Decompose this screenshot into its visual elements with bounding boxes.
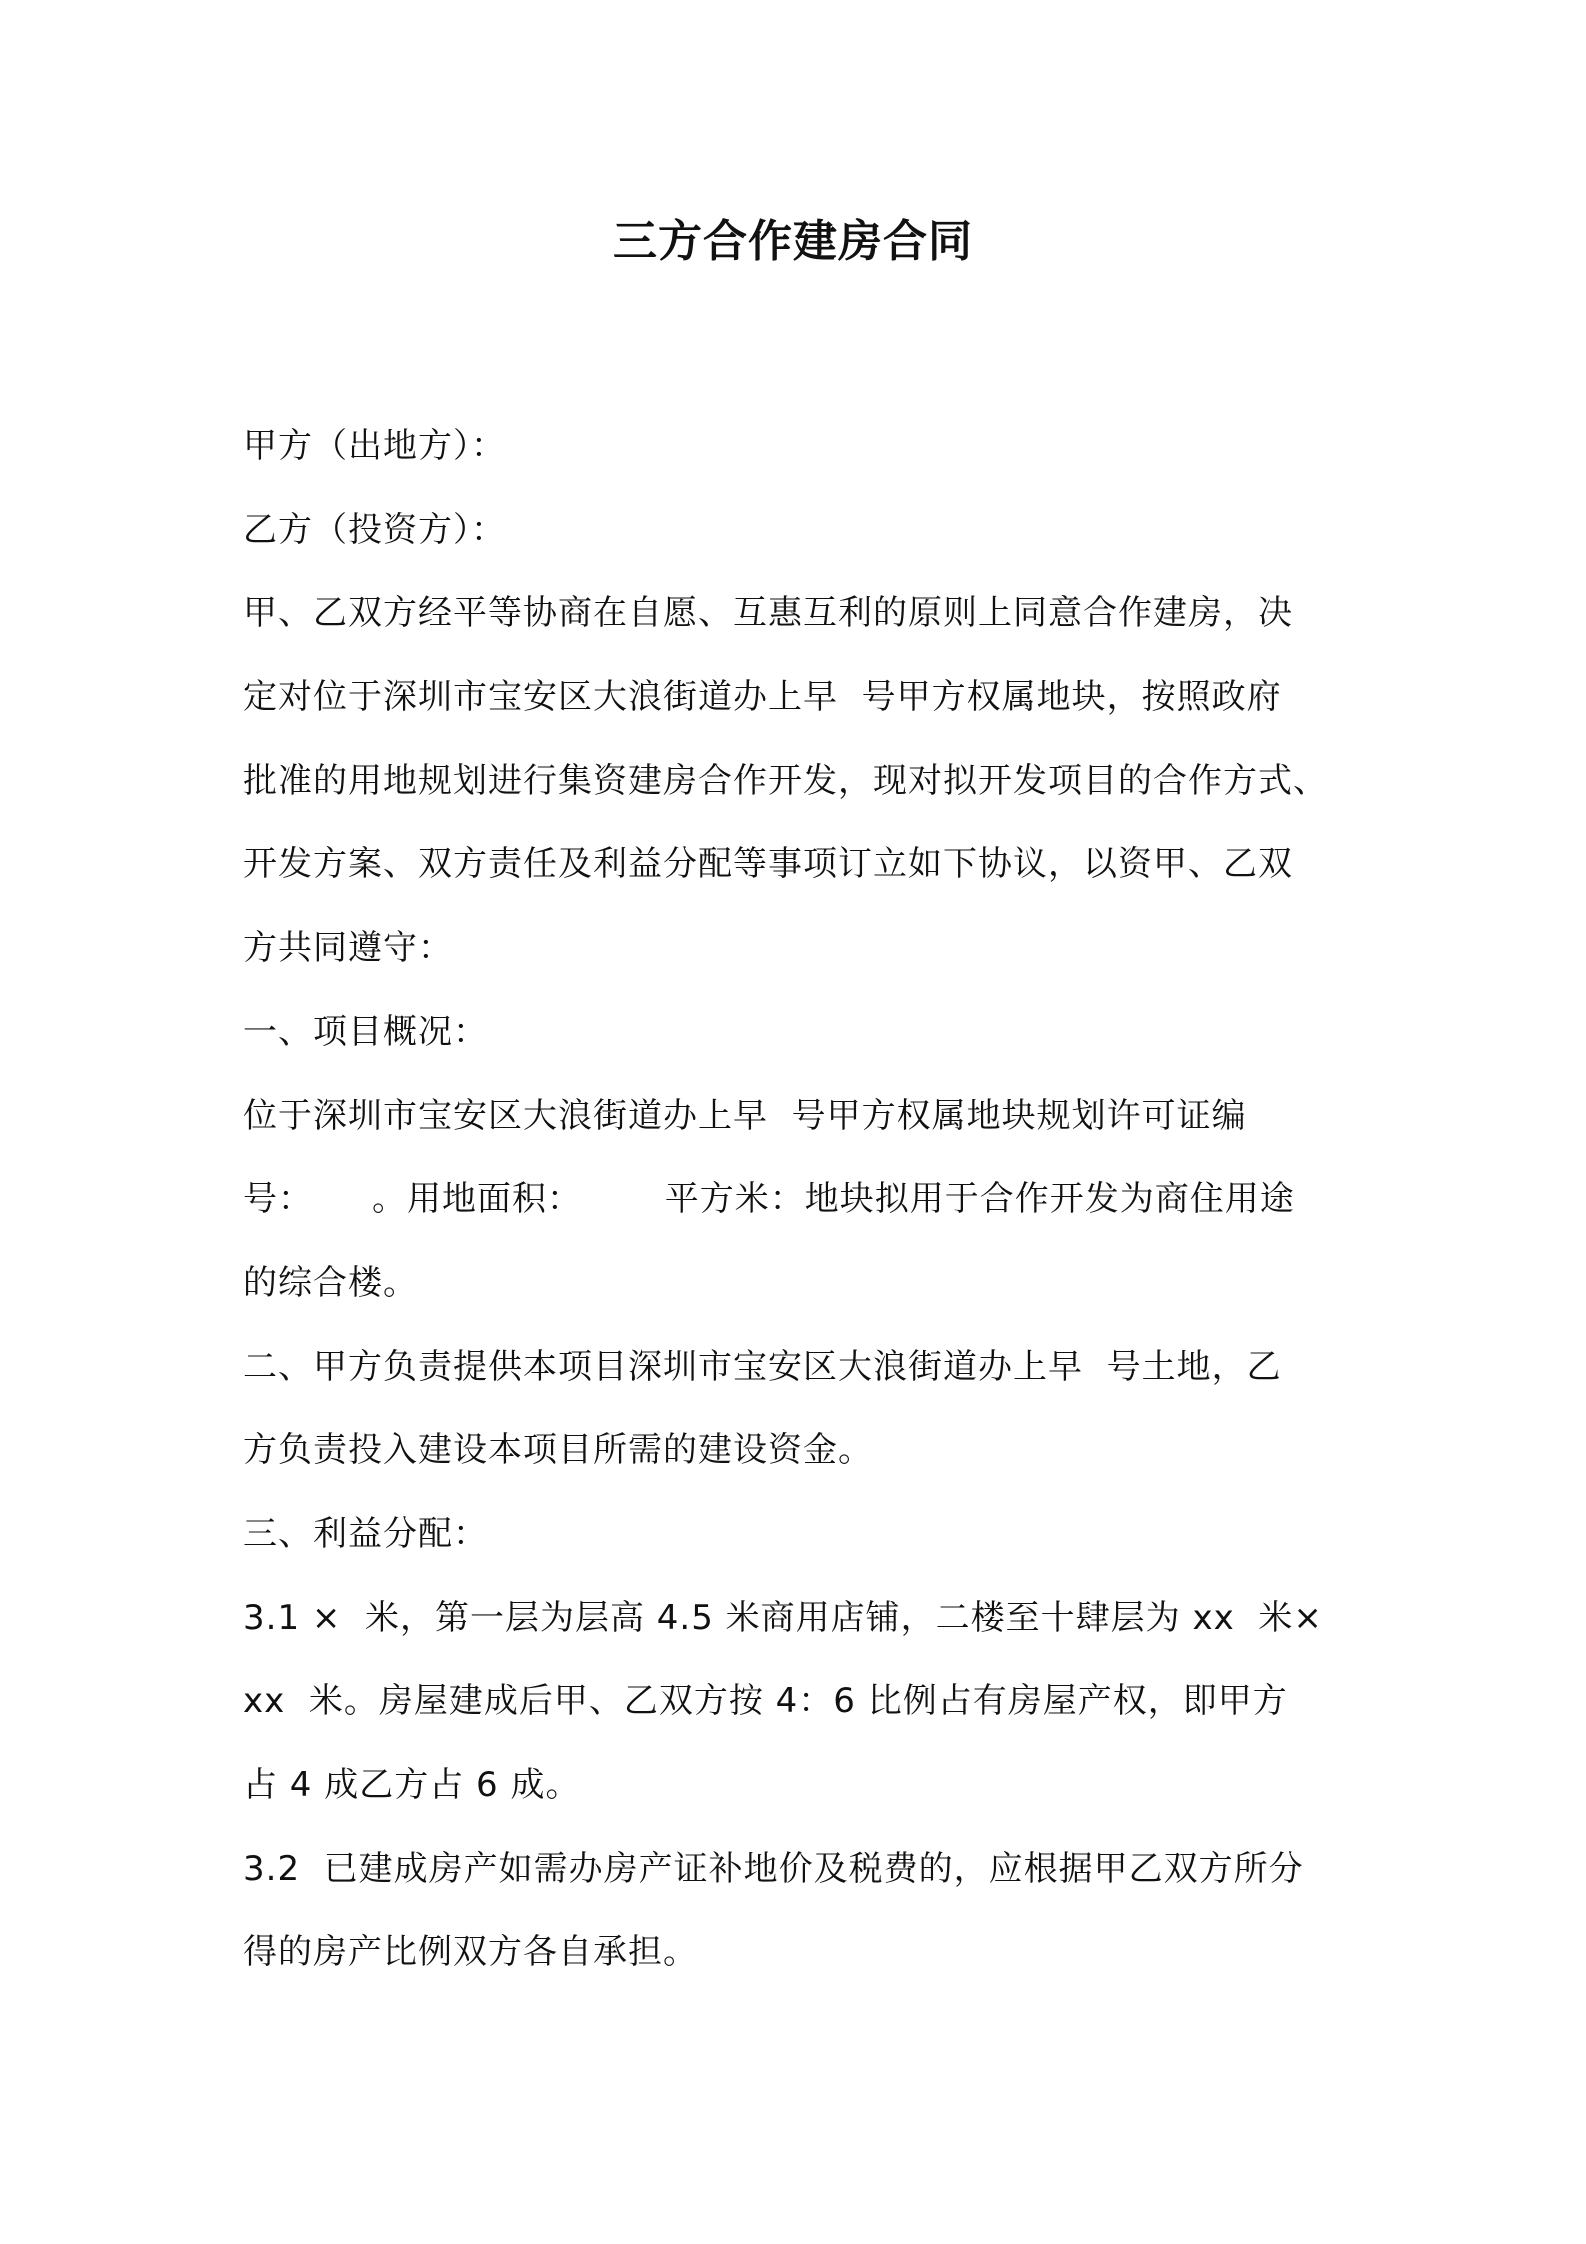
party-a-line: 甲方（出地方）： [243,426,506,466]
preamble-line-1: 甲、乙双方经平等协商在自愿、互惠互利的原则上同意合作建房，决 [243,593,1293,634]
preamble-line-2: 定对位于深圳市宝安区大浪街道办上早 号甲方权属地块，按照政府 [243,677,1282,718]
section-1-line-3: 的综合楼。 [243,1262,418,1303]
section-2-line-1: 二、甲方负责提供本项目深圳市宝安区大浪街道办上早 号土地，乙 [243,1346,1282,1387]
document-title: 三方合作建房合同 [613,216,973,267]
preamble-line-5: 方共同遵守： [243,928,453,969]
document-body [243,405,1373,1995]
clause-3-1-line-3: 占 4 成乙方占 6 成。 [243,1765,581,1805]
section-1-heading: 一、项目概况： [243,1011,488,1052]
section-1-line-2: 号： 。用地面积： 平方米：地块拟用于合作开发为商住用途 [243,1179,1295,1220]
preamble-line-3: 批准的用地规划进行集资建房合作开发，现对拟开发项目的合作方式、 [243,760,1328,801]
clause-3-1-line-1: 3.1 × 米，第一层为层高 4.5 米商用店铺，二楼至十肆层为 xx 米× [243,1597,1323,1638]
section-1-line-1: 位于深圳市宝安区大浪街道办上早 号甲方权属地块规划许可证编 [243,1095,1247,1136]
clause-3-2-line-2: 得的房产比例双方各自承担。 [243,1932,698,1973]
clause-3-2-line-1: 3.2 已建成房产如需办房产证补地价及税费的，应根据甲乙双方所分 [243,1848,1304,1889]
clause-3-1-line-2: xx 米。房屋建成后甲、乙双方按 4：6 比例占有房屋产权，即甲方 [243,1681,1288,1722]
section-3-heading: 三、利益分配： [243,1513,488,1554]
preamble-line-4: 开发方案、双方责任及利益分配等事项订立如下协议，以资甲、乙双 [243,844,1293,885]
section-2-line-2: 方负责投入建设本项目所需的建设资金。 [243,1430,873,1471]
party-b-line: 乙方（投资方）： [243,509,506,550]
